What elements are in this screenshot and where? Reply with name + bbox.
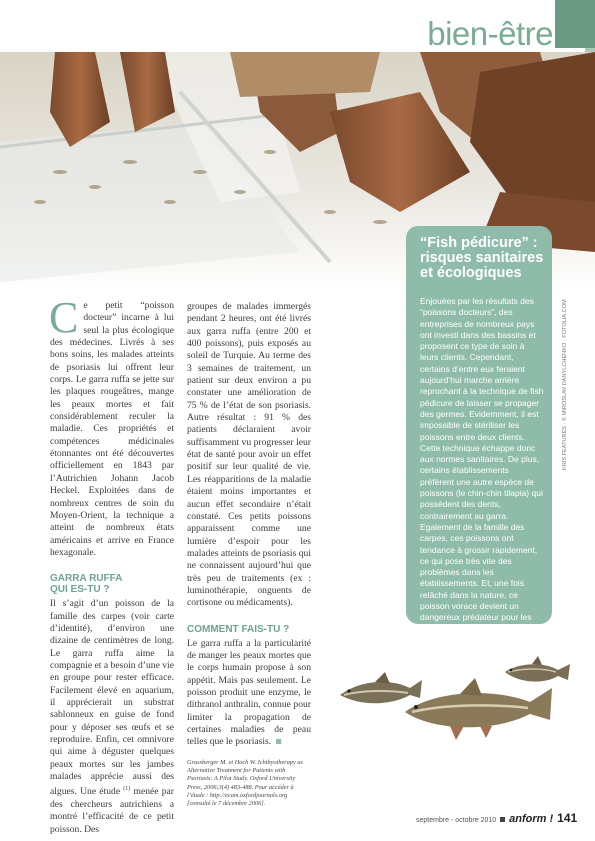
- fish-right-icon: [505, 656, 570, 682]
- magazine-brand: anform !: [509, 813, 554, 825]
- page-footer: [416, 811, 577, 825]
- section2-paragraph: [187, 638, 311, 749]
- intro-paragraph: [49, 293, 174, 559]
- section-heading-line-2: QUI ES-TU ?: [50, 584, 110, 596]
- section-heading-comment: COMMENT FAIS-TU ?: [187, 623, 290, 635]
- header-color-bar: [555, 0, 595, 48]
- fish-left-icon: [340, 672, 422, 703]
- section2-text: Le garra ruffa a la particularité de manger les peaux mortes que le corps humain propose à son appétit. Mais pas seulement. Le poisson produit une enzyme, le dithranol anthralin, connue pour limiter la propagation de certaines maladies de peau telles que le psoriasis.: [187, 637, 311, 748]
- issue-date: septembre - octobre 2010: [416, 817, 497, 824]
- photo-credit: KRIS FEATURES · © MIROSLAV DANYLCHENKO · FOTOLIA.COM: [562, 299, 568, 470]
- garra-ruffa-fish-illustration: [330, 640, 580, 745]
- sidebar-body: Enjouées par les résultats des “poissons docteurs”, des entreprises de nombreux pays ont investi dans des bassins et proposent ce type de soin à leurs clients. Cependant, certains d’entre eux feraient aujourd’hui marche arrière reprochant à la technique de fish pédicure de laisser se propager des germes. Evidemment, il est impossible de stériliser les poissons entre deux clients. Cette technique échappe donc aux normes sanitaires. De plus, certains établissements préfèrent une autre espèce de poissons (le chin-chin tilapia) qui possèdent des dents, contrairement au garra. Egalement de la famille des carpes, ces poissons ont tendance à grossir rapidement, ce qui pose très vite des problèmes dans les établissements. Et, une fois relâché dans la nature, ce poisson vorace devient un dangereux prédateur pour les autres espèces.: [420, 296, 544, 634]
- article-column-2: [187, 301, 311, 808]
- section1-paragraph: [50, 598, 174, 836]
- drop-cap: C: [49, 293, 79, 342]
- end-mark-icon: [276, 739, 281, 744]
- col2-paragraph: groupes de malades immergés pendant 2 heures, ont été livrés aux garra ruffa (entre 200 et 400 poissons), puis exposés au soleil de Turquie. Au terme des 3 semaines de traitement, un patient sur deux environ a pu constater une amélioration de 75 % de l’état de son psoriasis. Autre résultat : 91 % des patients déclaraient avoir suffisamment vu progresser leur état de santé pour avoir un effet positif sur leur qualité de vie. Les réapparitions de la maladie étaient moins importantes et aucun effet secondaire n’était constaté. Ces petits poissons apparaissent comme une lumière d’espoir pour les malades atteints de psoriasis qui ne connaissent aujourd’hui que très peu de traitements (ex : luminothérapie, onguents de cortisone ou médicaments).: [187, 301, 311, 609]
- fish-center-icon: [405, 678, 552, 740]
- section-heading-line-1: GARRA RUFFA: [50, 573, 123, 585]
- page-number: 141: [557, 811, 578, 825]
- section-title: bien-être: [427, 15, 553, 52]
- reference-note: Grassberger M. et Hoch W. Ichthyotherapy as Alternative Treatment for Patients with Psoriasis: A Pilot Study. Oxford University Press, 2006;3(4) 483-488. Pour accéder à l’étude : http://ecam.oxfordjournals.org [consulté le 7 décembre 2006].: [187, 758, 304, 808]
- section1-text-a: Il s’agit d’un poisson de la famille des carpes (voir carte d’identité), d’environ une dizaine de centimètres de long. Le garra ruffa aime la compagnie et a besoin d’une vie en groupe pour rester efficace. Facilement élevé en aquarium, il apprécierait un substrat sablonneux en guise de fond pour y déposer ses œufs et se reproduire. Enfin, cet omnivore qui aime à déguster quelques peaux mortes sur les jambes malades apprécie aussi des algues. Une étude: [50, 598, 174, 798]
- intro-text: e petit “poisson docteur” incarne à lui seul la plus écologique des médecines. Livrés à ses bons soins, les malades atteints de psoriasis lui offrent leur corps. Le garra ruffa se jette sur les plaques rougeâtres, mange les peaux mortes et fait considérablement reculer la maladie. Ces propriétés et compétences médicinales étonnantes ont été découvertes officiellement en 1843 par l’Autrichien Johann Jacob Heckel. Exploitées dans de nombreux centres de soin du Moyen-Orient, la technique a atteint de nombreux états américains et arrive en France hexagonale.: [50, 300, 174, 558]
- sidebar-title: “Fish pédicure” : risques sanitaires et écologiques: [420, 235, 544, 281]
- section-heading-garra-ruffa: [50, 573, 174, 595]
- section1-text-b: menée par des chercheurs autrichiens a montré l’efficacité de ce petit poisson. Des: [50, 786, 175, 835]
- article-column-1: [49, 293, 175, 836]
- footnote-marker: (1): [123, 786, 131, 793]
- separator-square-icon: [500, 817, 505, 822]
